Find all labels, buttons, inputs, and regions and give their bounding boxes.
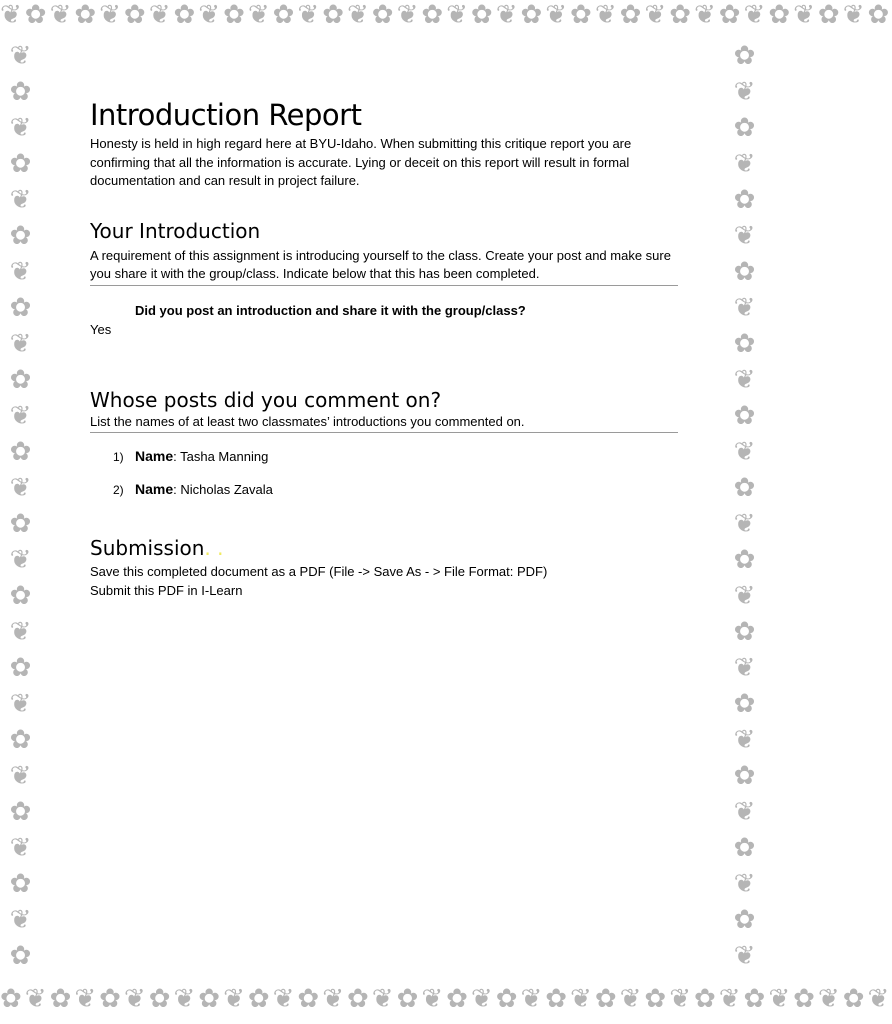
list-item <box>90 481 678 497</box>
name-label: Name <box>135 448 174 464</box>
introduction-answer: Yes <box>90 321 112 337</box>
introduction-instructions: A requirement of this assignment is introducing yourself to the class. Create your post and make sure you share it with the group/class. Indicate below that this has been completed. <box>90 247 678 286</box>
decorative-border-bottom: ✿❦✿❦✿❦✿❦✿❦✿❦✿❦✿❦✿❦✿❦✿❦✿❦✿❦✿❦✿❦✿❦✿❦✿❦ <box>0 984 892 1014</box>
decorative-border-top: ❦✿❦✿❦✿❦✿❦✿❦✿❦✿❦✿❦✿❦✿❦✿❦✿❦✿❦✿❦✿❦✿❦✿❦✿ <box>0 0 892 30</box>
name-value: : Tasha Manning <box>173 449 269 464</box>
list-number: 2) <box>113 483 124 497</box>
submission-heading-text: Submission <box>90 536 205 560</box>
name-label: Name <box>135 481 174 497</box>
list-number: 1) <box>113 450 124 464</box>
decorative-border-left: ❦ ✿ ❦ ✿ ❦ ✿ ❦ ✿ ❦ ✿ ❦ ✿ ❦ ✿ ❦ ✿ ❦ ✿ ❦ ✿ ❦ ✿ ❦ ✿ ❦ ✿ <box>9 41 35 971</box>
section-heading-comments: Whose posts did you comment on? <box>90 387 442 412</box>
heading-marks: . . <box>204 536 224 560</box>
list-item <box>90 448 678 464</box>
document-body <box>90 96 678 600</box>
introduction-question: Did you post an introduction and share it with the group/class? <box>135 302 526 318</box>
decorative-border-right: ✿ ❦ ✿ ❦ ✿ ❦ ✿ ❦ ✿ ❦ ✿ ❦ ✿ ❦ ✿ ❦ ✿ ❦ ✿ ❦ ✿ ❦ ✿ ❦ ✿ ❦ <box>733 41 759 971</box>
honesty-statement: Honesty is held in high regard here at BYU-Idaho. When submitting this critique report you are confirming that all the information is accurate. Lying or deceit on this report will result in formal documentation and can result in project failure. <box>90 136 632 188</box>
comments-instructions: List the names of at least two classmates’ introductions you commented on. <box>90 413 678 434</box>
name-value: : Nicholas Zavala <box>173 482 273 497</box>
section-heading-submission <box>90 535 678 561</box>
page-title: Introduction Report <box>90 98 362 132</box>
section-heading-introduction: Your Introduction <box>90 218 261 243</box>
submission-step-2: Submit this PDF in I-Learn <box>90 582 243 598</box>
submission-step-1: Save this completed document as a PDF (File -> Save As - > File Format: PDF) <box>90 564 548 579</box>
